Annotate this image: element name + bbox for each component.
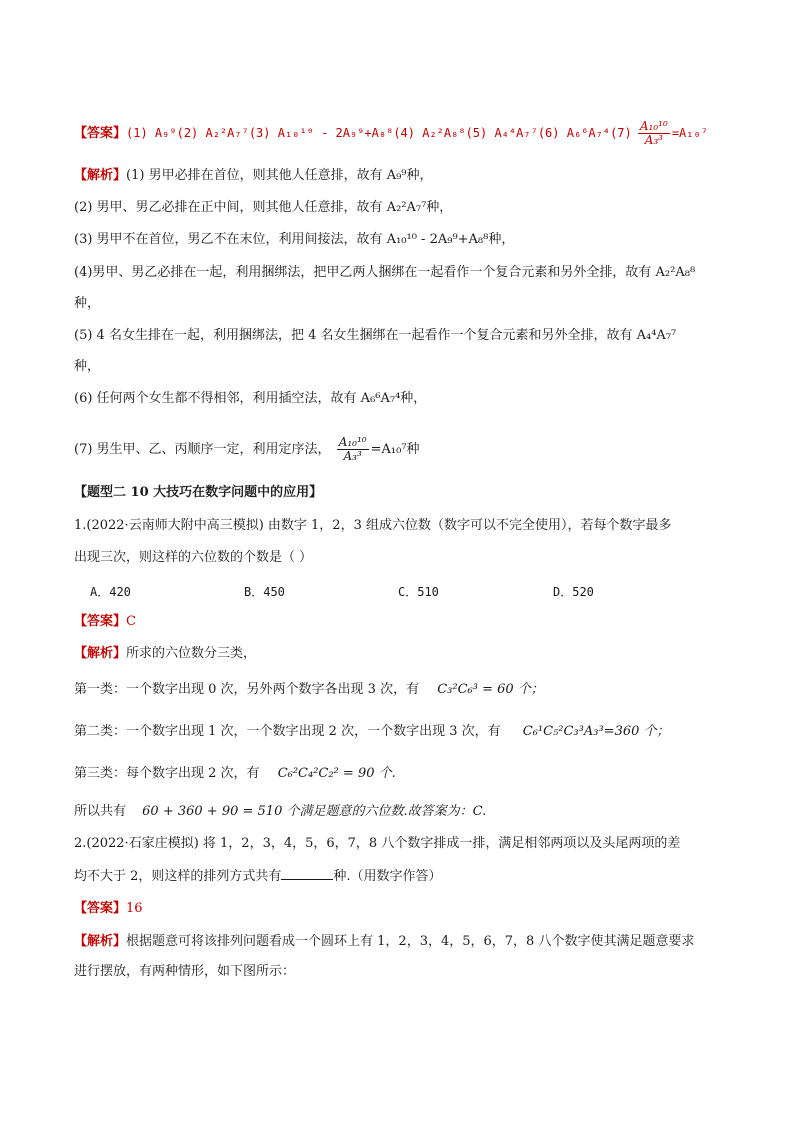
q1-analysis-line-5b: 种， [74, 359, 101, 374]
q1-analysis-line-2: (2) 男甲、男乙必排在正中间，则其他人任意排，故有 A₂²A₇⁷种， [74, 200, 453, 215]
answer-tag: 【答案】 [74, 126, 127, 141]
answer-tag: 【答案】 [74, 901, 127, 916]
stem-text: 均不大于 2，则这样的排列方式共有 [74, 869, 282, 884]
q2-stem-line-2: 出现三次，则这样的六位数的个数是（ ） [74, 550, 313, 565]
q1-analysis-line-7 [74, 436, 420, 463]
option-c: C．510 [398, 585, 439, 599]
q1-answer-tail: =A₁₀⁷ [671, 126, 708, 140]
q3-answer-line [74, 901, 143, 917]
option-a: A．420 [90, 585, 131, 599]
q2-answer-line [74, 614, 136, 630]
analysis-text: 第一类：一个数字出现 0 次，另外两个数字各出现 3 次，有 [74, 682, 420, 697]
answer-blank [281, 867, 333, 880]
math-expression: 60 + 360 + 90 = 510 个满足题意的六位数.故答案为：C. [142, 804, 487, 819]
section-title: 【题型二 10 大技巧在数字问题中的应用】 [74, 485, 323, 500]
q1-analysis-line-5a: (5) 4 名女生排在一起，利用捆绑法，把 4 名女生捆绑在一起看作一个复合元素和另外全排，故有 A₄⁴A₇⁷ [74, 328, 677, 343]
q3-analysis-line-1 [74, 934, 694, 950]
q3-stem-line-2 [74, 867, 442, 885]
q1-answer-fraction [638, 120, 670, 147]
q3-answer-value: 16 [126, 901, 143, 916]
q2-analysis-line-3 [74, 766, 396, 782]
q1-analysis-line-4a: (4)男甲、男乙必排在一起，利用捆绑法，把甲乙两人捆绑在一起看作一个复合元素和另外全排，故有 A₂²A₈⁸ [74, 265, 696, 280]
q1-answer-line [74, 120, 708, 147]
fraction-numerator: A₁₀¹⁰ [338, 435, 367, 449]
q1-analysis-line-3: (3) 男甲不在首位，男乙不在末位，利用间接法，故有 A₁₀¹⁰ - 2A₉⁹+A₈⁸种， [74, 232, 515, 247]
fraction-numerator: A₁₀¹⁰ [639, 119, 668, 133]
analysis-text: 第三类：每个数字出现 2 次，有 [74, 766, 260, 781]
analysis-tag: 【解析】 [74, 934, 127, 949]
q1-analysis-line-4b: 种， [74, 296, 101, 311]
analysis-text: 所以共有 [74, 804, 127, 819]
analysis-tag: 【解析】 [74, 168, 127, 183]
q2-analysis-line-2 [74, 724, 670, 740]
analysis-text-tail: =A₁₀⁷种 [370, 442, 420, 457]
math-expression: C₆²C₄²C₂² = 90 个. [277, 766, 396, 781]
q2-answer-value: C [126, 614, 136, 629]
analysis-text: (1) 男甲必排在首位，则其他人任意排，故有 A₉⁹种， [126, 168, 433, 183]
q1-analysis-line-6: (6) 任何两个女生都不得相邻，利用插空法，故有 A₆⁶A₇⁴种， [74, 391, 427, 406]
math-expression: C₆¹C₅²C₃³A₃³=360 个； [522, 724, 670, 739]
option-d: D．520 [553, 585, 594, 599]
q1-analysis-line-1 [74, 168, 433, 184]
q2-analysis-line-4 [74, 804, 486, 820]
math-expression: C₃²C₆³ = 60 个； [437, 682, 544, 697]
analysis-text: (7) 男生甲、乙、丙顺序一定，利用定序法， [74, 442, 331, 457]
q1-analysis-fraction [337, 436, 369, 463]
q3-analysis-line-2: 进行摆放，有两种情形，如下图所示： [74, 964, 296, 979]
analysis-text: 第二类：一个数字出现 1 次，一个数字出现 2 次，一个数字出现 3 次，有 [74, 724, 501, 739]
stem-text-tail: 种.（用数字作答） [333, 869, 442, 884]
q1-answer-text: (1) A₉⁹(2) A₂²A₇⁷(3) A₁₀¹⁰ - 2A₉⁹+A₈⁸(4) A₂²A₈⁸(5) A₄⁴A₇⁷(6) A₆⁶A₇⁴(7) [126, 126, 632, 140]
answer-tag: 【答案】 [74, 614, 127, 629]
q2-analysis-line-0 [74, 646, 256, 662]
q2-stem-line-1: 1.(2022·云南师大附中高三模拟) 由数字 1，2，3 组成六位数（数字可以不完全使用），若每个数字最多 [74, 518, 672, 533]
analysis-tag: 【解析】 [74, 646, 127, 661]
analysis-text: 根据题意可将该排列问题看成一个圆环上有 1，2，3，4，5，6，7，8 八个数字使其满足题意要求 [126, 934, 695, 949]
option-b: B．450 [244, 585, 285, 599]
fraction-denominator: A₃³ [343, 449, 362, 463]
fraction-denominator: A₃³ [644, 133, 663, 147]
q3-stem-line-1: 2.(2022·石家庄模拟) 将 1，2，3，4，5，6，7，8 八个数字排成一排，满足相邻两项以及头尾两项的差 [74, 836, 681, 851]
analysis-text: 所求的六位数分三类， [126, 646, 257, 661]
q2-analysis-line-1 [74, 682, 544, 698]
